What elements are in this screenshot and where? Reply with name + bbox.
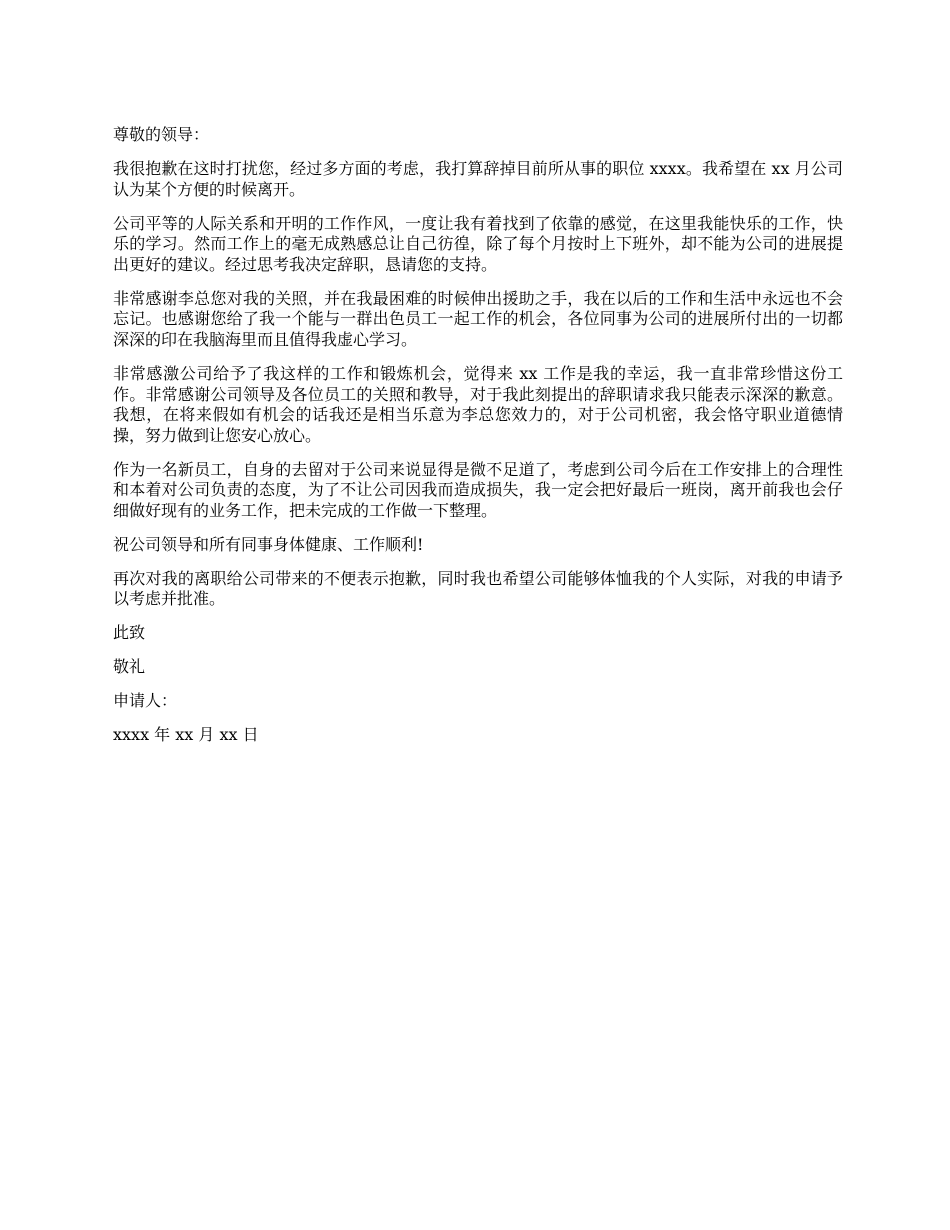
closing-ci-zhi: 此致 — [113, 623, 146, 643]
paragraph-5: 作为一名新员工，自身的去留对于公司来说显得是微不足道了，考虑到公司今后在工作安排上的合理性和本着对公司负责的态度，为了不让公司因我而造成损失，我一定会把好最后一班岗，离开前我也会仔细做好现有的业务工作，把未完成的工作做一下整理。 — [113, 459, 843, 520]
applicant-label: 申请人： — [113, 691, 178, 711]
paragraph-2: 公司平等的人际关系和开明的工作作风，一度让我有着找到了依靠的感觉，在这里我能快乐的工作，快乐的学习。然而工作上的毫无成熟感总让自己彷徨，除了每个月按时上下班外，却不能为公司的进展提出更好的建议。经过思考我决定辞职，恳请您的支持。 — [113, 213, 843, 274]
paragraph-1: 我很抱歉在这时打扰您，经过多方面的考虑，我打算辞掉目前所从事的职位 xxxx。我希望在 xx 月公司认为某个方便的时候离开。 — [113, 158, 843, 199]
closing-jing-li: 敬礼 — [113, 657, 146, 677]
paragraph-4: 非常感激公司给予了我这样的工作和锻炼机会，觉得来 xx 工作是我的幸运，我一直非常珍惜这份工作。非常感谢公司领导及各位员工的关照和教导，对于我此刻提出的辞职请求我只能表示深深的歉意。我想，在将来假如有机会的话我还是相当乐意为李总您效力的，对于公司机密，我会恪守职业道德情操，努力做到让您安心放心。 — [113, 363, 843, 445]
date-line: xxxx 年 xx 月 xx 日 — [113, 725, 259, 745]
salutation: 尊敬的领导： — [113, 125, 210, 144]
paragraph-6: 祝公司领导和所有同事身体健康、工作顺利! — [113, 534, 424, 554]
paragraph-7: 再次对我的离职给公司带来的不便表示抱歉，同时我也希望公司能够体恤我的个人实际，对我的申请予以考虑并批准。 — [113, 568, 843, 609]
resignation-letter — [113, 125, 843, 759]
paragraph-3: 非常感谢李总您对我的关照，并在我最困难的时候伸出援助之手，我在以后的工作和生活中永远也不会忘记。也感谢您给了我一个能与一群出色员工一起工作的机会，各位同事为公司的进展所付出的一切都深深的印在我脑海里而且值得我虚心学习。 — [113, 288, 843, 349]
